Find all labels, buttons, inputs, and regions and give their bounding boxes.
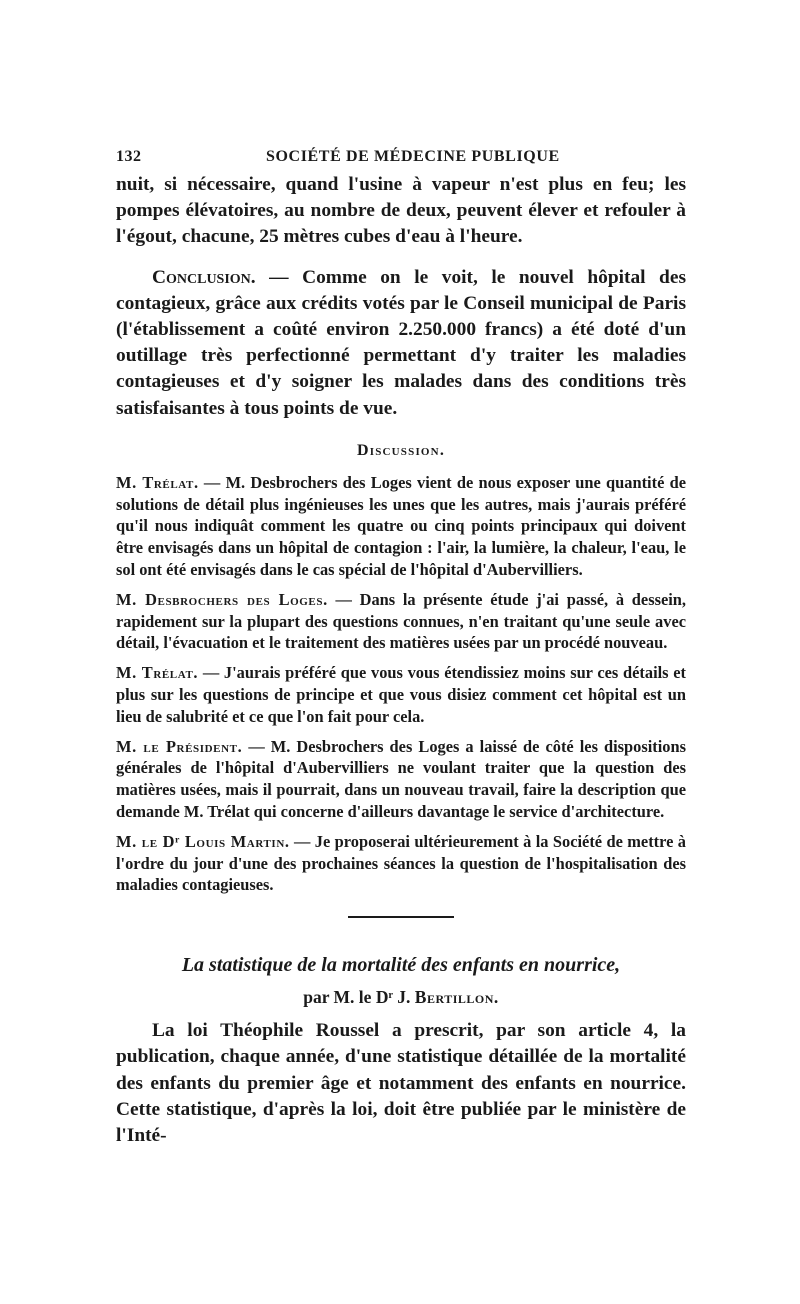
discussion-entry xyxy=(116,831,686,896)
discussion-entry xyxy=(116,662,686,727)
speaker-text: — M. Desbrochers des Loges a laissé de côté les dispositions générales de l'hôpital d'Aubervilliers ne voulant traiter que la question des matières usées, mais il pourrait, dans un nouveau travail, faire la description que demande M. Trélat qui concerne d'ailleurs davantage le service d'architecture. xyxy=(116,736,686,821)
speaker-text: — Dans la présente étude j'ai passé, à dessein, rapidement sur la plupart des questions connues, n'en traitant qu'une seule avec détail, l'évacuation et le traitement des matières usées par un procédé nouveau. xyxy=(116,589,686,653)
speaker-name: M. Trélat. xyxy=(116,663,199,683)
discussion-entry xyxy=(116,589,686,654)
speaker-text: — M. Desbrochers des Loges vient de nous exposer une quantité de solutions de détail plus ingénieuses les unes que les autres, mais j'aurais préféré qu'il nous indiquât comment les quatre ou cinq points principaux qui doivent être envisagés dans un hôpital de contagion : l'air, la lumière, la chaleur, l'eau, le sol ont été envisagés dans le cas spécial de l'hôpital d'Aubervilliers. xyxy=(116,472,686,580)
article-body xyxy=(116,1018,686,1149)
speaker-text: — Je proposerai ultérieurement à la Société de mettre à l'ordre du jour d'une des prochaines séances la question de l'hospitalisation des maladies contagieuses. xyxy=(116,831,686,895)
conclusion-paragraph xyxy=(116,265,686,422)
byline-prefix: par M. le Dʳ J. xyxy=(303,987,415,1008)
article-title: La statistique de la mortalité des enfants en nourrice, xyxy=(181,954,621,977)
conclusion-text: — Comme on le voit, le nouvel hôpital des contagieux, grâce aux crédits votés par le Conseil municipal de Paris (l'établissement a coûté environ 2.250.000 francs) a été doté d'un outillage très perfectionné permettant d'y traiter les maladies contagieuses et d'y soigner les malades dans des conditions très satisfaisantes à tous points de vue. xyxy=(116,266,686,419)
speaker-name: M. le Dʳ Louis Martin. xyxy=(116,831,290,851)
discussion-entry xyxy=(116,736,686,823)
discussion-section xyxy=(116,472,686,896)
discussion-heading: Discussion. xyxy=(356,441,446,459)
running-title: SOCIÉTÉ DE MÉDECINE PUBLIQUE xyxy=(266,148,560,165)
speaker-name: M. Trélat. xyxy=(116,472,199,492)
author-name: Bertillon. xyxy=(414,987,499,1008)
section-divider xyxy=(348,916,454,918)
conclusion-label: Conclusion. xyxy=(152,266,256,288)
page-number: 132 xyxy=(116,148,142,165)
document-page xyxy=(116,148,686,1149)
intro-paragraph: nuit, si nécessaire, quand l'usine à vapeur n'est plus en feu; les pompes élévatoires, au nombre de deux, peuvent élever et refouler à l'égout, chacune, 25 mètres cubes d'eau à l'heure. xyxy=(116,174,686,248)
discussion-entry xyxy=(116,472,686,581)
article-byline xyxy=(116,987,686,1008)
article-paragraph: La loi Théophile Roussel a prescrit, par son article 4, la publication, chaque année, d'une statistique détaillée de la mortalité des enfants du premier âge et notamment des enfants en nourrice. Cette statistique, d'après la loi, doit être publiée par le ministère de l'Inté- xyxy=(116,1020,686,1146)
main-text xyxy=(116,172,686,422)
speaker-text: — J'aurais préféré que vous vous étendissiez moins sur ces détails et plus sur les questions de principe et que vous disiez comment cet hôpital est un lieu de salubrité et ce que l'on fait pour cela. xyxy=(116,663,687,726)
speaker-name: M. Desbrochers des Loges. xyxy=(116,589,328,609)
page-header xyxy=(116,148,686,170)
speaker-name: M. le Président. xyxy=(116,736,243,756)
